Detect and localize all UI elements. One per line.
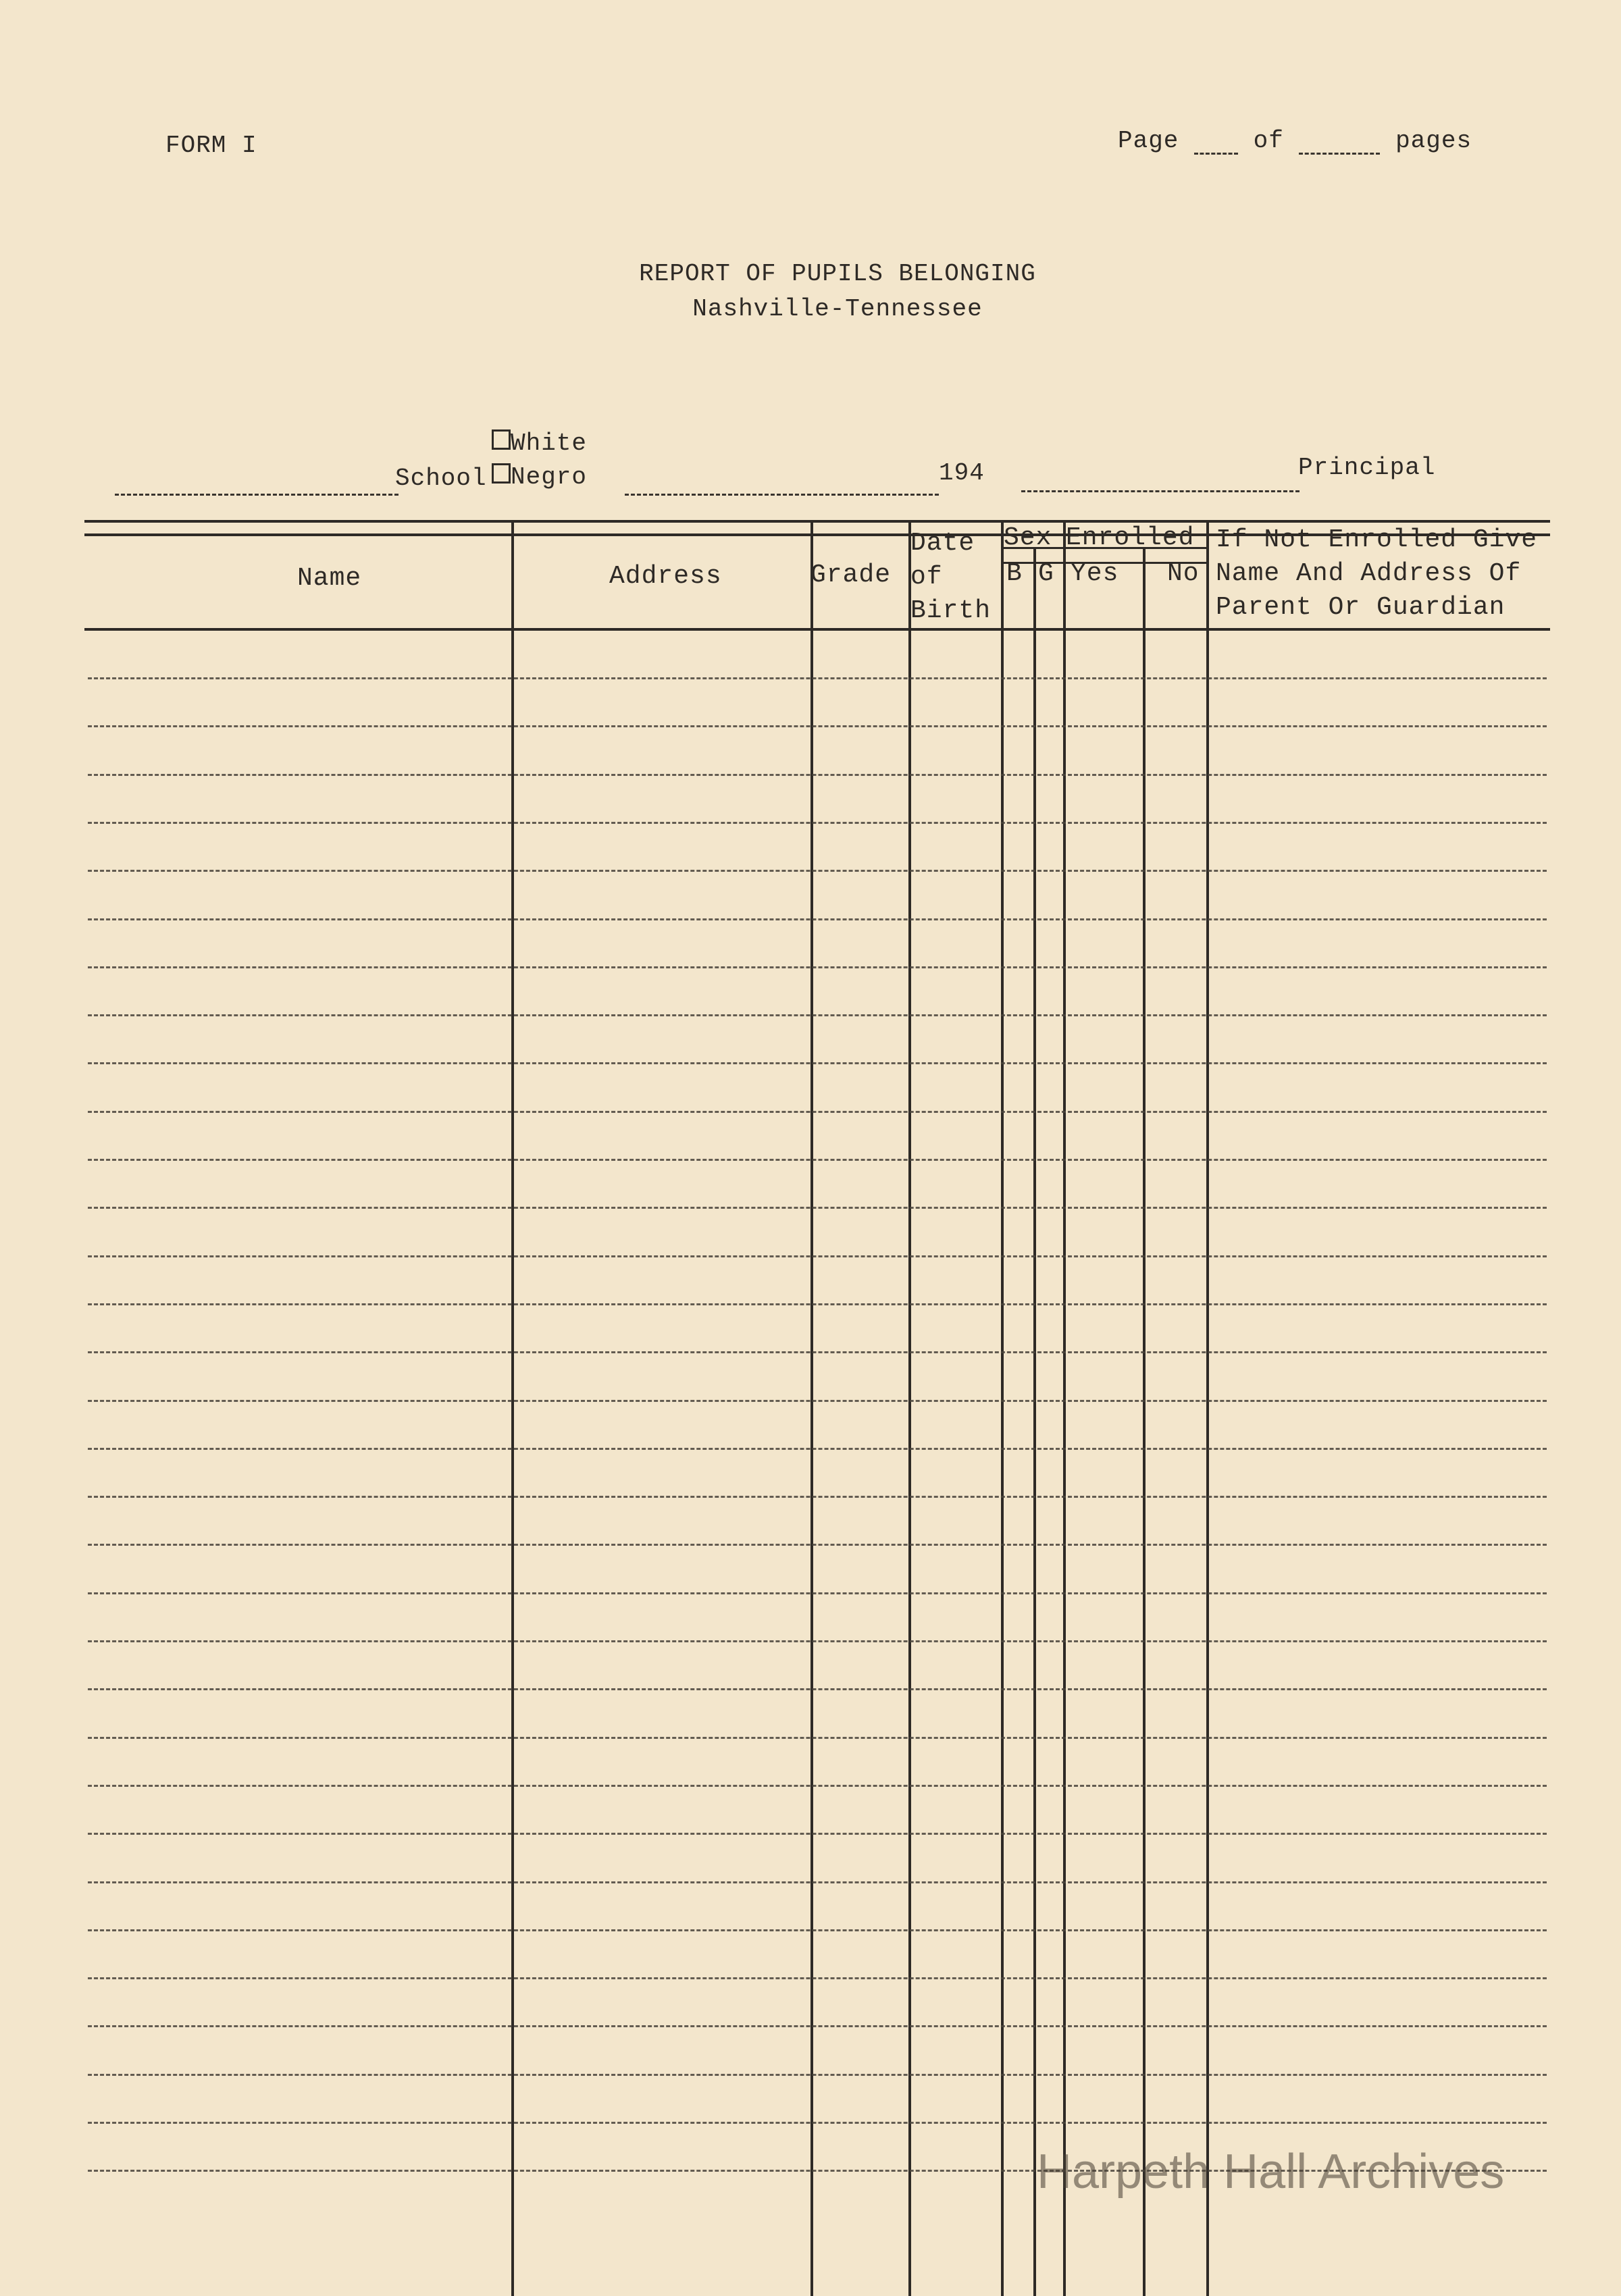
date-field[interactable] bbox=[625, 475, 939, 496]
negro-option[interactable] bbox=[492, 463, 587, 491]
table-row[interactable] bbox=[88, 918, 1547, 920]
table-row[interactable] bbox=[88, 1496, 1547, 1498]
col-enrolled: Enrolled bbox=[1066, 523, 1195, 552]
table-row[interactable] bbox=[88, 1785, 1547, 1787]
table-row[interactable] bbox=[88, 1159, 1547, 1161]
table-row[interactable] bbox=[88, 2122, 1547, 2124]
table-row[interactable] bbox=[88, 2074, 1547, 2076]
pages-label: pages bbox=[1395, 127, 1472, 155]
table-row[interactable] bbox=[88, 1255, 1547, 1257]
principal-name-field[interactable] bbox=[1021, 471, 1300, 492]
school-name-field[interactable] bbox=[115, 475, 398, 496]
table-row[interactable] bbox=[88, 774, 1547, 776]
table-row[interactable] bbox=[88, 1111, 1547, 1113]
guardian-line-1: If Not Enrolled Give bbox=[1216, 525, 1538, 554]
dob-line-3: Birth bbox=[910, 596, 992, 625]
form-label: FORM I bbox=[165, 132, 257, 159]
report-subtitle: Nashville-Tennessee bbox=[692, 295, 983, 323]
col-sex: Sex bbox=[1004, 523, 1052, 552]
col-address: Address bbox=[609, 562, 722, 591]
column-divider bbox=[1206, 520, 1209, 2296]
dob-line-1: Date bbox=[910, 529, 975, 558]
column-divider bbox=[810, 520, 813, 2296]
table-row[interactable] bbox=[88, 966, 1547, 968]
table-row[interactable] bbox=[88, 1351, 1547, 1353]
total-pages-field[interactable] bbox=[1299, 134, 1380, 155]
school-label: School bbox=[395, 465, 487, 492]
page-number-field[interactable] bbox=[1194, 134, 1238, 155]
table-row[interactable] bbox=[88, 1929, 1547, 1931]
table-row[interactable] bbox=[88, 1833, 1547, 1835]
table-row[interactable] bbox=[88, 677, 1547, 679]
col-guardian bbox=[1216, 523, 1537, 625]
negro-label: Negro bbox=[511, 463, 588, 491]
table-row[interactable] bbox=[88, 1592, 1547, 1594]
header-top-rule bbox=[84, 520, 1550, 523]
column-divider bbox=[908, 520, 911, 2296]
col-sex-g: G bbox=[1038, 559, 1054, 588]
negro-checkbox[interactable] bbox=[492, 463, 511, 484]
page-label: Page bbox=[1118, 127, 1179, 155]
col-sex-b: B bbox=[1006, 559, 1023, 588]
report-title: REPORT OF PUPILS BELONGING bbox=[639, 260, 1036, 288]
table-row[interactable] bbox=[88, 1014, 1547, 1016]
table-row[interactable] bbox=[88, 822, 1547, 824]
table-row[interactable] bbox=[88, 1062, 1547, 1064]
table-row[interactable] bbox=[88, 1688, 1547, 1690]
table-row[interactable] bbox=[88, 1881, 1547, 1883]
column-divider bbox=[1033, 548, 1036, 2296]
table-row[interactable] bbox=[88, 870, 1547, 872]
col-name: Name bbox=[297, 564, 362, 593]
table-row[interactable] bbox=[88, 725, 1547, 727]
table-row[interactable] bbox=[88, 1207, 1547, 1209]
table-row[interactable] bbox=[88, 1640, 1547, 1642]
col-grade: Grade bbox=[810, 560, 892, 590]
column-divider bbox=[1001, 520, 1004, 2296]
guardian-line-3: Parent Or Guardian bbox=[1216, 593, 1506, 622]
white-checkbox[interactable] bbox=[492, 429, 511, 450]
table-row[interactable] bbox=[88, 1448, 1547, 1450]
guardian-line-2: Name And Address Of bbox=[1216, 559, 1522, 588]
year-prefix: 194 bbox=[939, 459, 985, 487]
header-bottom-rule bbox=[84, 628, 1550, 631]
page-count bbox=[1118, 127, 1472, 155]
principal-label: Principal bbox=[1298, 454, 1436, 481]
table-row[interactable] bbox=[88, 1544, 1547, 1546]
column-divider bbox=[1063, 520, 1066, 2296]
column-divider bbox=[1143, 548, 1146, 2296]
col-enrolled-yes: Yes bbox=[1071, 559, 1119, 588]
table-row[interactable] bbox=[88, 1303, 1547, 1305]
col-date-of-birth bbox=[910, 527, 991, 628]
col-enrolled-no: No bbox=[1167, 559, 1200, 588]
white-label: White bbox=[511, 429, 588, 457]
table-row[interactable] bbox=[88, 1977, 1547, 1979]
column-divider bbox=[511, 520, 514, 2296]
table-row[interactable] bbox=[88, 1400, 1547, 1402]
table-row[interactable] bbox=[88, 1737, 1547, 1739]
white-option[interactable] bbox=[492, 429, 587, 457]
table-row[interactable] bbox=[88, 2025, 1547, 2027]
of-label: of bbox=[1253, 127, 1284, 155]
archive-watermark: Harpeth Hall Archives bbox=[1037, 2145, 1505, 2199]
dob-line-2: of bbox=[910, 563, 943, 592]
